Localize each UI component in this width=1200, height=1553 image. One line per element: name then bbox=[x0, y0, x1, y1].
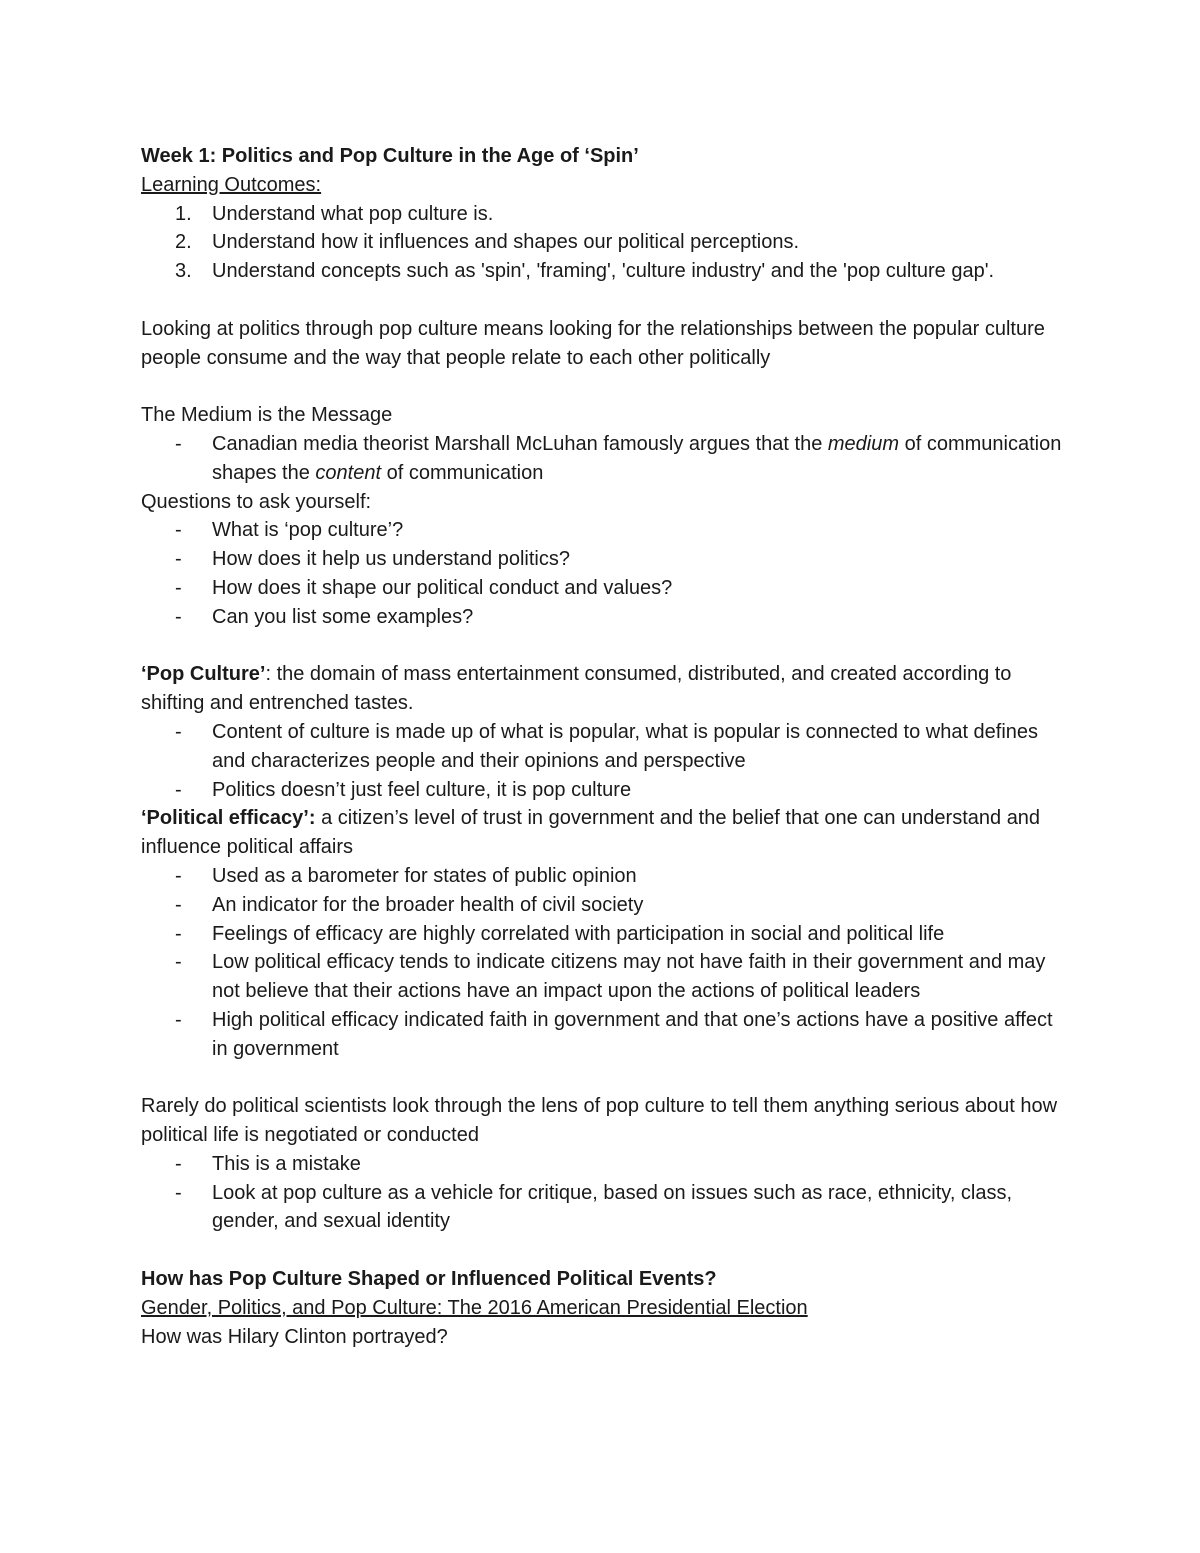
document-body bbox=[141, 142, 1071, 1351]
dash-marker: - bbox=[175, 778, 182, 801]
list-item: - High political efficacy indicated faith in government and that one’s actions have a positive affect in government bbox=[141, 1006, 1071, 1064]
dash-marker: - bbox=[175, 922, 182, 945]
pop-culture-term: ‘Pop Culture’ bbox=[141, 663, 266, 686]
rarely-paragraph: Rarely do political scientists look through the lens of pop culture to tell them anything serious about how political life is negotiated or conducted bbox=[141, 1095, 1058, 1147]
list-number: 1. bbox=[175, 202, 192, 225]
pop-culture-list bbox=[141, 718, 1071, 804]
dash-marker: - bbox=[175, 576, 182, 599]
intro-paragraph: Looking at politics through pop culture means looking for the relationships between the popular culture people consume and the way that people relate to each other politically bbox=[141, 317, 1045, 369]
dash-marker: - bbox=[175, 548, 182, 571]
list-item bbox=[141, 228, 1071, 257]
list-item: - An indicator for the broader health of civil society bbox=[141, 891, 1071, 920]
list-item: - How does it help us understand politics? bbox=[141, 545, 1071, 574]
pop-culture-definition: ‘Pop Culture’: the domain of mass entertainment consumed, distributed, and created according to shifting and entrenched tastes. bbox=[141, 663, 1012, 715]
list-item: - How does it shape our political conduct and values? bbox=[141, 574, 1071, 603]
dash-marker: - bbox=[175, 1152, 182, 1175]
efficacy-term: ‘Political efficacy’: bbox=[141, 807, 316, 830]
list-item: - This is a mistake bbox=[141, 1150, 1071, 1179]
efficacy-definition: ‘Political efficacy’: a citizen’s level of trust in government and the belief that one can understand and influence political affairs bbox=[141, 807, 1041, 859]
list-item: - Canadian media theorist Marshall McLuhan famously argues that the medium of communication shapes the content of communication bbox=[141, 430, 1071, 488]
list-item: - What is ‘pop culture’? bbox=[141, 516, 1071, 545]
medium-list bbox=[141, 430, 1071, 488]
section-heading: How has Pop Culture Shaped or Influenced Political Events? bbox=[141, 1268, 717, 1291]
emphasis-medium: medium bbox=[827, 432, 900, 455]
list-item-text: Understand concepts such as 'spin', 'framing', 'culture industry' and the 'pop culture gap'. bbox=[212, 260, 995, 283]
dash-marker: - bbox=[175, 432, 182, 455]
dash-marker: - bbox=[175, 864, 182, 887]
dash-marker: - bbox=[175, 605, 182, 628]
outcomes-heading: Learning Outcomes: bbox=[141, 173, 322, 196]
efficacy-list bbox=[141, 862, 1071, 1064]
list-item: - Low political efficacy tends to indicate citizens may not have faith in their government and may not believe that their actions have an impact upon the actions of political leaders bbox=[141, 948, 1071, 1006]
list-item: - Content of culture is made up of what is popular, what is popular is connected to what defines and characterizes people and their opinions and perspective bbox=[141, 718, 1071, 776]
list-item bbox=[141, 200, 1071, 229]
questions-list bbox=[141, 516, 1071, 631]
dash-marker: - bbox=[175, 1008, 182, 1031]
section-subheading: Gender, Politics, and Pop Culture: The 2016 American Presidential Election bbox=[141, 1296, 808, 1319]
questions-heading: Questions to ask yourself: bbox=[141, 490, 372, 513]
dash-marker: - bbox=[175, 1181, 182, 1204]
dash-marker: - bbox=[175, 519, 182, 542]
list-number: 3. bbox=[175, 260, 192, 283]
dash-marker: - bbox=[175, 720, 182, 743]
list-item: - Feelings of efficacy are highly correlated with participation in social and political life bbox=[141, 920, 1071, 949]
dash-marker: - bbox=[175, 893, 182, 916]
page-title: Week 1: Politics and Pop Culture in the Age of ‘Spin’ bbox=[141, 145, 639, 167]
list-item: - Can you list some examples? bbox=[141, 603, 1071, 632]
list-item bbox=[141, 257, 1071, 286]
rarely-list bbox=[141, 1150, 1071, 1236]
emphasis-content: content bbox=[315, 461, 382, 484]
list-item: - Used as a barometer for states of public opinion bbox=[141, 862, 1071, 891]
list-item: - Look at pop culture as a vehicle for critique, based on issues such as race, ethnicity, class, gender, and sexual identity bbox=[141, 1179, 1071, 1237]
list-number: 2. bbox=[175, 231, 192, 254]
section-question: How was Hilary Clinton portrayed? bbox=[141, 1325, 448, 1348]
outcomes-list bbox=[141, 200, 1071, 286]
list-item-text: Understand what pop culture is. bbox=[212, 202, 494, 225]
list-item-text: Understand how it influences and shapes our political perceptions. bbox=[212, 231, 800, 254]
list-item: - Politics doesn’t just feel culture, it is pop culture bbox=[141, 776, 1071, 805]
dash-marker: - bbox=[175, 951, 182, 974]
medium-heading: The Medium is the Message bbox=[141, 404, 393, 427]
